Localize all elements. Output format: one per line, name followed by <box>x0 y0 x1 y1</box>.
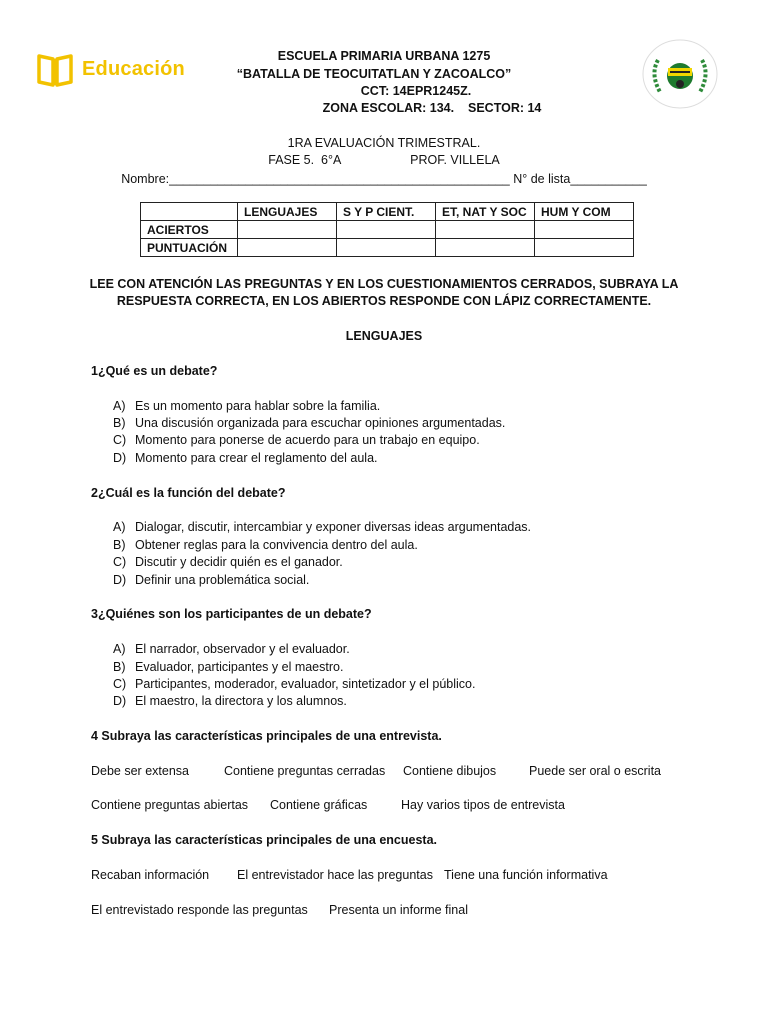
option-text: Es un momento para hablar sobre la familia. <box>135 399 381 413</box>
answer-word[interactable]: El entrevistador hace las preguntas <box>237 868 433 882</box>
option-letter: B) <box>113 538 126 552</box>
answer-word[interactable]: El entrevistado responde las preguntas <box>91 903 308 917</box>
instructions-line-2: RESPUESTA CORRECTA, EN LOS ABIERTOS RESPONDE CON LÁPIZ CORRECTAMENTE. <box>116 294 652 308</box>
option-text: Momento para crear el reglamento del aula. <box>135 451 378 465</box>
score-cell[interactable] <box>238 239 337 257</box>
answer-word[interactable]: Recaban información <box>91 868 210 882</box>
question-1: 1¿Qué es un debate? <box>91 364 218 378</box>
option-letter: C) <box>113 433 127 447</box>
question-4: 4 Subraya las características principales de una entrevista. <box>91 729 442 743</box>
option[interactable] <box>113 433 480 447</box>
score-cell[interactable] <box>535 221 634 239</box>
answer-word[interactable]: Hay varios tipos de entrevista <box>401 798 565 812</box>
answer-word[interactable]: Contiene preguntas abiertas <box>91 798 249 812</box>
answer-word[interactable]: Contiene preguntas cerradas <box>224 764 386 778</box>
option[interactable] <box>113 642 350 656</box>
answer-word[interactable]: Puede ser oral o escrita <box>529 764 662 778</box>
table-header: HUM Y COM <box>535 203 634 221</box>
option-text: Obtener reglas para la convivencia dentro del aula. <box>135 538 418 552</box>
row-label: ACIERTOS <box>141 221 238 239</box>
option[interactable] <box>113 677 475 691</box>
answer-word[interactable]: Tiene una función informativa <box>444 868 608 882</box>
school-motto: “BATALLA DE TEOCUITATLAN Y ZACOALCO” <box>236 67 512 81</box>
option-text: Discutir y decidir quién es el ganador. <box>135 555 343 569</box>
table-corner <box>141 203 238 221</box>
option-text: Dialogar, discutir, intercambiar y exponer diversas ideas argumentadas. <box>135 520 532 534</box>
option-letter: D) <box>113 694 127 708</box>
option-text: Definir una problemática social. <box>135 573 310 587</box>
option-text: Participantes, moderador, evaluador, sintetizador y el público. <box>135 677 476 691</box>
table-row <box>141 239 634 257</box>
school-zone: ZONA ESCOLAR: 134. SECTOR: 14 <box>322 101 542 115</box>
cct-code: CCT: 14EPR1245Z. <box>360 84 472 98</box>
score-cell[interactable] <box>535 239 634 257</box>
option[interactable] <box>113 555 343 569</box>
option[interactable] <box>113 538 418 552</box>
score-cell[interactable] <box>436 239 535 257</box>
table-header: S Y P CIENT. <box>337 203 436 221</box>
answer-word[interactable]: Contiene dibujos <box>403 764 497 778</box>
question-3: 3¿Quiénes son los participantes de un debate? <box>91 607 372 621</box>
exam-title: 1RA EVALUACIÓN TRIMESTRAL. <box>287 136 481 150</box>
option-letter: A) <box>113 520 126 534</box>
option-text: Momento para ponerse de acuerdo para un trabajo en equipo. <box>135 433 480 447</box>
option-letter: D) <box>113 573 127 587</box>
option-letter: A) <box>113 399 126 413</box>
school-name: ESCUELA PRIMARIA URBANA 1275 <box>277 49 491 63</box>
name-line: Nombre:_________________________________________________ N° de lista___________ <box>121 172 647 186</box>
option[interactable] <box>113 694 347 708</box>
option-text: Una discusión organizada para escuchar opiniones argumentadas. <box>135 416 506 430</box>
section-title: LENGUAJES <box>345 329 423 343</box>
question-5: 5 Subraya las características principales de una encuesta. <box>91 833 438 847</box>
table-row <box>141 221 634 239</box>
option[interactable] <box>113 399 380 413</box>
scores-table <box>140 202 634 257</box>
option[interactable] <box>113 660 343 674</box>
instructions-line-1: LEE CON ATENCIÓN LAS PREGUNTAS Y EN LOS CUESTIONAMIENTOS CERRADOS, SUBRAYA LA <box>89 277 679 291</box>
score-cell[interactable] <box>337 221 436 239</box>
score-cell[interactable] <box>238 221 337 239</box>
option-letter: C) <box>113 555 127 569</box>
score-cell[interactable] <box>436 221 535 239</box>
option-text: El narrador, observador y el evaluador. <box>135 642 350 656</box>
answer-word[interactable]: Presenta un informe final <box>329 903 468 917</box>
answer-word[interactable]: Contiene gráficas <box>270 798 368 812</box>
option-letter: D) <box>113 451 127 465</box>
option[interactable] <box>113 451 378 465</box>
option[interactable] <box>113 573 309 587</box>
row-label: PUNTUACIÓN <box>141 239 238 257</box>
table-header: LENGUAJES <box>238 203 337 221</box>
option-text: Evaluador, participantes y el maestro. <box>135 660 344 674</box>
table-row <box>141 203 634 221</box>
question-2: 2¿Cuál es la función del debate? <box>91 486 286 500</box>
table-header: ET, NAT Y SOC <box>436 203 535 221</box>
logo-text: Educación <box>82 57 185 80</box>
option[interactable] <box>113 416 505 430</box>
answer-word[interactable]: Debe ser extensa <box>91 764 189 778</box>
option-letter: C) <box>113 677 127 691</box>
phase-line: FASE 5. 6°A PROF. VILLELA <box>268 153 500 167</box>
option-letter: B) <box>113 660 126 674</box>
option-letter: B) <box>113 416 126 430</box>
option-text: El maestro, la directora y los alumnos. <box>135 694 347 708</box>
option[interactable] <box>113 520 531 534</box>
option-letter: A) <box>113 642 126 656</box>
score-cell[interactable] <box>337 239 436 257</box>
